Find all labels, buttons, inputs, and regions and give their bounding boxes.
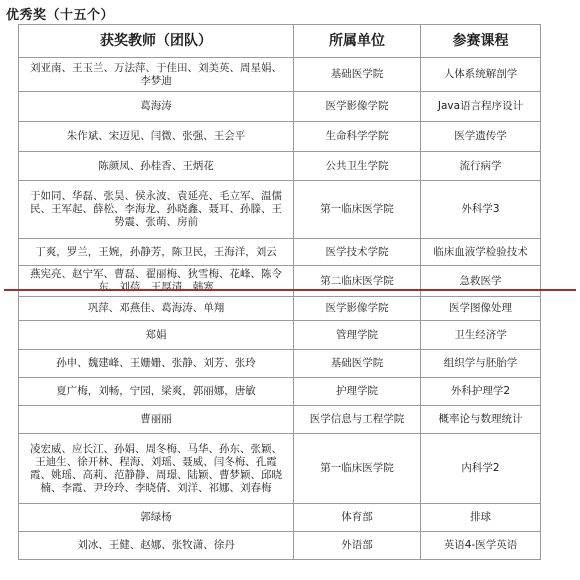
table-row bbox=[19, 297, 541, 321]
table-row bbox=[19, 350, 541, 378]
team-cell: 凌宏威、应长江、孙娟、周冬梅、马华、孙东、张颖、王迪生、徐开林、程海、刘瑶、聂威、闫冬梅、孔霞霞、姚瑶、高莉、范静静、周璟、陆颖、曹梦颖、邱晓楠、李霞、尹玲玲、李晓倩、刘洋、祁娜、刘春梅 bbox=[19, 434, 294, 504]
course-cell: 流行病学 bbox=[421, 152, 541, 181]
unit-cell: 第一临床医学院 bbox=[294, 181, 421, 239]
team-cell: 刘亚南、王玉兰、万法萍、于佳田、刘美英、周星娟、李梦迪 bbox=[19, 58, 294, 92]
team-cell: 曹丽丽 bbox=[19, 406, 294, 434]
team-cell: 刘冰、王健、赵娜、张牧潇、徐丹 bbox=[19, 532, 294, 560]
section-heading: 优秀奖（十五个） bbox=[6, 8, 115, 23]
unit-cell: 基础医学院 bbox=[294, 350, 421, 378]
course-cell: 外科学3 bbox=[421, 181, 541, 239]
table-header bbox=[19, 25, 541, 58]
unit-cell: 外语部 bbox=[294, 532, 421, 560]
unit-cell: 第二临床医学院 bbox=[294, 266, 421, 297]
table-row bbox=[19, 266, 541, 297]
table-row bbox=[19, 532, 541, 560]
course-cell: 内科学2 bbox=[421, 434, 541, 504]
table-row bbox=[19, 92, 541, 122]
header-row bbox=[19, 25, 541, 58]
course-cell: 人体系统解剖学 bbox=[421, 58, 541, 92]
unit-cell: 医学影像学院 bbox=[294, 92, 421, 122]
course-cell: 外科护理学2 bbox=[421, 378, 541, 406]
column-header-team: 获奖教师（团队） bbox=[19, 25, 294, 58]
team-cell: 巩萍、邓燕佳、葛海涛、单翔 bbox=[19, 297, 294, 321]
unit-cell: 医学技术学院 bbox=[294, 239, 421, 266]
unit-cell: 管理学院 bbox=[294, 321, 421, 350]
course-cell: Java语言程序设计 bbox=[421, 92, 541, 122]
team-cell: 郭绿杨 bbox=[19, 504, 294, 532]
table-row bbox=[19, 181, 541, 239]
course-cell: 医学遗传学 bbox=[421, 122, 541, 152]
table-row bbox=[19, 122, 541, 152]
column-header-unit: 所属单位 bbox=[294, 25, 421, 58]
course-cell: 医学图像处理 bbox=[421, 297, 541, 321]
table-row bbox=[19, 152, 541, 181]
team-cell: 燕宪亮、赵宁军、曹磊、翟丽梅、狄雪梅、花峰、陈令东、刘蓓、王厚清、韩寒 bbox=[19, 266, 294, 297]
team-cell: 葛海涛 bbox=[19, 92, 294, 122]
unit-cell: 第一临床医学院 bbox=[294, 434, 421, 504]
team-cell: 孙申、魏建峰、王姗姗、张静、刘芳、张玲 bbox=[19, 350, 294, 378]
table-row bbox=[19, 58, 541, 92]
unit-cell: 护理学院 bbox=[294, 378, 421, 406]
team-cell: 丁爽，罗兰，王婉，孙静芳，陈卫民，王海洋，刘云 bbox=[19, 239, 294, 266]
unit-cell: 公共卫生学院 bbox=[294, 152, 421, 181]
unit-cell: 生命科学学院 bbox=[294, 122, 421, 152]
team-cell: 于如同、华磊、张昊、侯永波、袁延亮、毛立军、温儒民、王军起、薛松、李海龙、孙晓鑫、聂耳、孙滕、王势震、张萌、房前 bbox=[19, 181, 294, 239]
unit-cell: 医学影像学院 bbox=[294, 297, 421, 321]
course-cell: 组织学与胚胎学 bbox=[421, 350, 541, 378]
unit-cell: 医学信息与工程学院 bbox=[294, 406, 421, 434]
course-cell: 概率论与数理统计 bbox=[421, 406, 541, 434]
course-cell: 卫生经济学 bbox=[421, 321, 541, 350]
course-cell: 排球 bbox=[421, 504, 541, 532]
table-row bbox=[19, 406, 541, 434]
table-row bbox=[19, 434, 541, 504]
unit-cell: 基础医学院 bbox=[294, 58, 421, 92]
awards-table bbox=[18, 24, 541, 560]
table-body bbox=[19, 58, 541, 560]
page-divider-line bbox=[4, 289, 576, 291]
unit-cell: 体育部 bbox=[294, 504, 421, 532]
course-cell: 临床血液学检验技术 bbox=[421, 239, 541, 266]
table-row bbox=[19, 504, 541, 532]
table-row bbox=[19, 321, 541, 350]
column-header-course: 参赛课程 bbox=[421, 25, 541, 58]
team-cell: 朱作斌、宋迈见、闫微、张强、王会平 bbox=[19, 122, 294, 152]
team-cell: 郑娟 bbox=[19, 321, 294, 350]
course-cell: 英语4-医学英语 bbox=[421, 532, 541, 560]
course-cell: 急救医学 bbox=[421, 266, 541, 297]
team-cell: 夏广梅，刘畅，宁园，梁爽，郭丽娜，唐敏 bbox=[19, 378, 294, 406]
table-row bbox=[19, 378, 541, 406]
table-row bbox=[19, 239, 541, 266]
team-cell: 陈颜凤、孙桂香、王炳花 bbox=[19, 152, 294, 181]
